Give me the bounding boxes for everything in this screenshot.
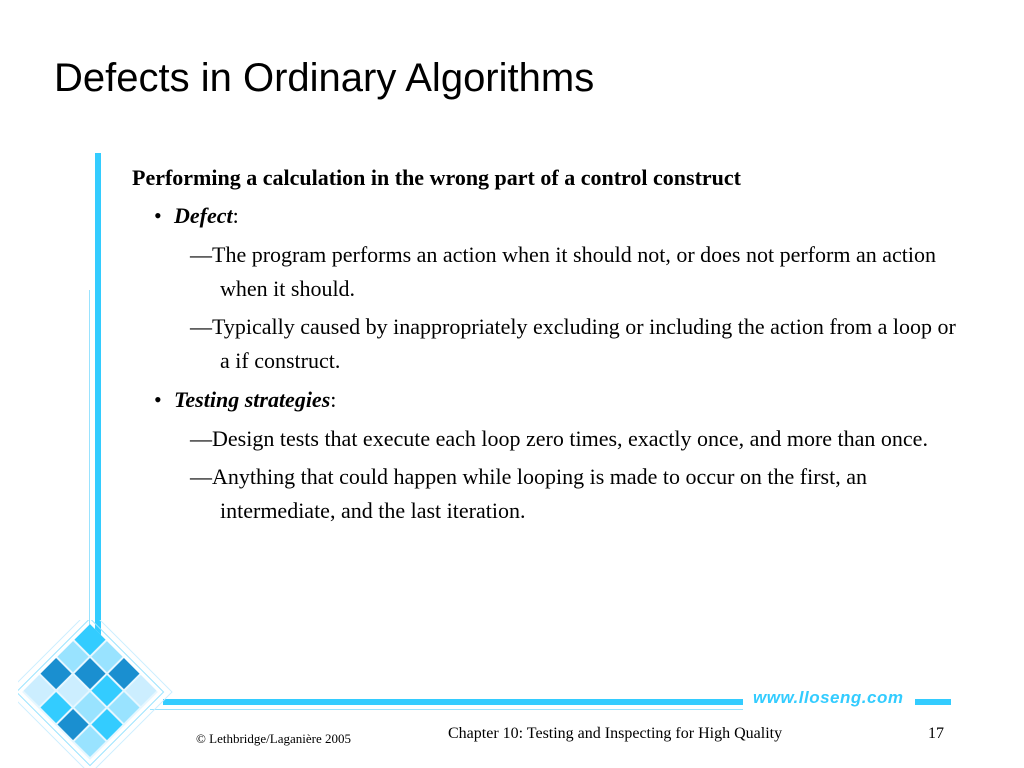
bullet-term: Defect <box>174 203 233 228</box>
frame-vertical-line <box>95 153 101 701</box>
bullet-suffix: : <box>232 203 239 228</box>
page-number: 17 <box>928 725 944 742</box>
sub-item: —Typically caused by inappropriately excluding or including the action from a loop or a if construct. <box>190 314 956 373</box>
content-heading: Performing a calculation in the wrong part of a control construct <box>132 165 741 190</box>
bullet-symbol: • <box>154 203 162 228</box>
frame-horizontal-line-thin <box>150 709 743 710</box>
frame-horizontal-line-end <box>915 699 951 705</box>
bullet-suffix: : <box>330 387 337 412</box>
mosaic-logo-icon <box>18 620 188 768</box>
slide-title: Defects in Ordinary Algorithms <box>54 56 595 100</box>
frame-horizontal-line <box>163 699 743 705</box>
bullet-symbol: • <box>154 387 162 412</box>
sub-item: —Design tests that execute each loop zero times, exactly once, and more than once. <box>190 426 928 451</box>
bullet-defect <box>132 198 972 234</box>
bullet-testing-strategies <box>132 382 972 418</box>
sub-item: —Anything that could happen while looping is made to occur on the first, an intermediate, and the last iteration. <box>190 464 867 523</box>
footer-chapter: Chapter 10: Testing and Inspecting for High Quality <box>448 725 783 742</box>
sub-item: —The program performs an action when it should not, or does not perform an action when it should. <box>190 242 936 301</box>
website-url: www.lloseng.com <box>753 688 904 707</box>
bullet-term: Testing strategies <box>174 387 331 412</box>
slide-content <box>132 160 972 532</box>
footer-copyright: © Lethbridge/Laganière 2005 <box>196 731 351 746</box>
